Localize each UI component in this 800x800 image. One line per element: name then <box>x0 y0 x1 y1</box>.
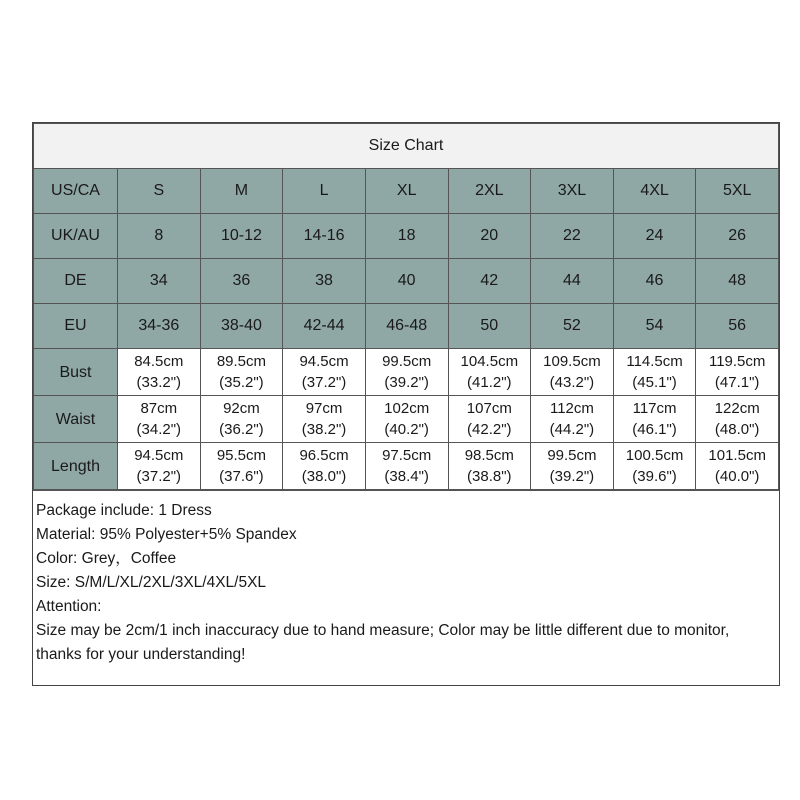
size-cell: 42 <box>448 259 531 304</box>
cm-value: 92cm <box>223 400 260 417</box>
measure-cell <box>283 443 366 490</box>
cm-value: 101.5cm <box>708 447 766 464</box>
row-label: DE <box>34 259 118 304</box>
inch-value: (40.0") <box>714 468 760 485</box>
cm-value: 95.5cm <box>216 447 267 464</box>
inch-value: (40.2") <box>384 421 429 438</box>
size-cell: 38-40 <box>200 304 283 349</box>
note-line: Attention: <box>36 598 102 615</box>
cm-value: 89.5cm <box>216 353 267 370</box>
size-cell: 18 <box>365 214 448 259</box>
size-row-uk-au <box>34 214 779 259</box>
size-cell: 8 <box>118 214 201 259</box>
measure-cell <box>448 396 531 443</box>
size-row-de <box>34 259 779 304</box>
size-cell: M <box>200 169 283 214</box>
size-cell: S <box>118 169 201 214</box>
measure-cell <box>448 443 531 490</box>
note-line: Size: S/M/L/XL/2XL/3XL/4XL/5XL <box>36 574 267 591</box>
size-cell: 3XL <box>531 169 614 214</box>
size-cell: 22 <box>531 214 614 259</box>
measure-cell <box>696 349 779 396</box>
size-cell: 10-12 <box>200 214 283 259</box>
measure-cell <box>613 396 696 443</box>
measure-cell <box>696 396 779 443</box>
cm-value: 94.5cm <box>299 353 349 370</box>
measure-row-length <box>34 443 779 490</box>
size-cell: 36 <box>200 259 283 304</box>
note-line: Color: Grey，Coffee <box>36 550 177 567</box>
inch-value: (46.1") <box>632 421 677 438</box>
inch-value: (37.6") <box>219 468 264 485</box>
row-label: UK/AU <box>34 214 118 259</box>
cm-value: 94.5cm <box>134 447 184 464</box>
size-cell: 46 <box>613 259 696 304</box>
size-cell: 50 <box>448 304 531 349</box>
notes-section <box>33 490 779 685</box>
size-cell: 52 <box>531 304 614 349</box>
size-cell: 54 <box>613 304 696 349</box>
inch-value: (39.6") <box>632 468 677 485</box>
size-cell: 24 <box>613 214 696 259</box>
cm-value: 122cm <box>714 400 760 417</box>
size-cell: 42-44 <box>283 304 366 349</box>
measure-cell <box>448 349 531 396</box>
cm-value: 117cm <box>632 400 677 417</box>
measure-cell <box>696 443 779 490</box>
size-cell: 20 <box>448 214 531 259</box>
inch-value: (35.2") <box>219 374 264 391</box>
size-table <box>33 123 779 490</box>
inch-value: (37.2") <box>301 374 347 391</box>
cm-value: 109.5cm <box>543 353 601 370</box>
cm-value: 114.5cm <box>626 353 683 370</box>
cm-value: 99.5cm <box>382 353 432 370</box>
inch-value: (44.2") <box>549 421 595 438</box>
row-label: US/CA <box>34 169 118 214</box>
inch-value: (41.2") <box>467 374 512 391</box>
cm-value: 87cm <box>140 400 178 417</box>
measure-cell <box>118 396 201 443</box>
measure-cell <box>118 443 201 490</box>
cm-value: 100.5cm <box>625 447 684 464</box>
measure-cell <box>200 349 283 396</box>
size-cell: 4XL <box>613 169 696 214</box>
cm-value: 96.5cm <box>299 447 349 464</box>
cm-value: 112cm <box>549 400 594 417</box>
inch-value: (36.2") <box>219 421 264 438</box>
size-cell: 56 <box>696 304 779 349</box>
size-cell: 40 <box>365 259 448 304</box>
row-label: Bust <box>34 349 118 396</box>
inch-value: (38.2") <box>301 421 347 438</box>
inch-value: (38.4") <box>384 468 429 485</box>
cm-value: 99.5cm <box>547 447 597 464</box>
size-cell: 46-48 <box>365 304 448 349</box>
inch-value: (38.0") <box>301 468 347 485</box>
cm-value: 98.5cm <box>464 447 514 464</box>
size-chart <box>32 122 780 686</box>
inch-value: (45.1") <box>632 374 677 391</box>
cm-value: 102cm <box>384 400 430 417</box>
measure-row-waist <box>34 396 779 443</box>
inch-value: (39.2") <box>549 468 595 485</box>
measure-cell <box>118 349 201 396</box>
inch-value: (47.1") <box>714 374 760 391</box>
cm-value: 107cm <box>466 400 512 417</box>
measure-cell <box>531 443 614 490</box>
note-line: Package include: 1 Dress <box>36 502 212 519</box>
size-cell: 44 <box>531 259 614 304</box>
size-cell: 26 <box>696 214 779 259</box>
cm-value: 84.5cm <box>134 353 184 370</box>
size-cell: 34-36 <box>118 304 201 349</box>
size-cell: L <box>283 169 366 214</box>
size-row-us-ca <box>34 169 779 214</box>
size-cell: 34 <box>118 259 201 304</box>
size-cell: 38 <box>283 259 366 304</box>
size-cell: XL <box>365 169 448 214</box>
size-cell: 14-16 <box>283 214 366 259</box>
size-cell: 48 <box>696 259 779 304</box>
measure-cell <box>531 349 614 396</box>
row-label: EU <box>34 304 118 349</box>
chart-title: Size Chart <box>34 124 779 169</box>
cm-value: 97.5cm <box>382 447 432 464</box>
cm-value: 104.5cm <box>460 353 519 370</box>
inch-value: (42.2") <box>467 421 512 438</box>
measure-row-bust <box>34 349 779 396</box>
row-label: Length <box>34 443 118 490</box>
measure-cell <box>531 396 614 443</box>
measure-cell <box>613 349 696 396</box>
inch-value: (37.2") <box>136 468 182 485</box>
measure-cell <box>365 349 448 396</box>
size-row-eu <box>34 304 779 349</box>
inch-value: (34.2") <box>136 421 182 438</box>
inch-value: (39.2") <box>384 374 429 391</box>
note-line: Material: 95% Polyester+5% Spandex <box>36 526 297 543</box>
size-cell: 2XL <box>448 169 531 214</box>
measure-cell <box>200 443 283 490</box>
cm-value: 97cm <box>305 400 343 417</box>
measure-cell <box>613 443 696 490</box>
measure-cell <box>365 396 448 443</box>
inch-value: (33.2") <box>136 374 182 391</box>
size-cell: 5XL <box>696 169 779 214</box>
row-label: Waist <box>34 396 118 443</box>
inch-value: (43.2") <box>549 374 595 391</box>
cm-value: 119.5cm <box>708 353 766 370</box>
note-line: Size may be 2cm/1 inch inaccuracy due to hand measure; Color may be little different due to monitor, thanks for your understanding! <box>36 622 734 663</box>
measure-cell <box>283 349 366 396</box>
measure-cell <box>200 396 283 443</box>
measure-cell <box>283 396 366 443</box>
measure-cell <box>365 443 448 490</box>
inch-value: (38.8") <box>467 468 512 485</box>
inch-value: (48.0") <box>714 421 760 438</box>
